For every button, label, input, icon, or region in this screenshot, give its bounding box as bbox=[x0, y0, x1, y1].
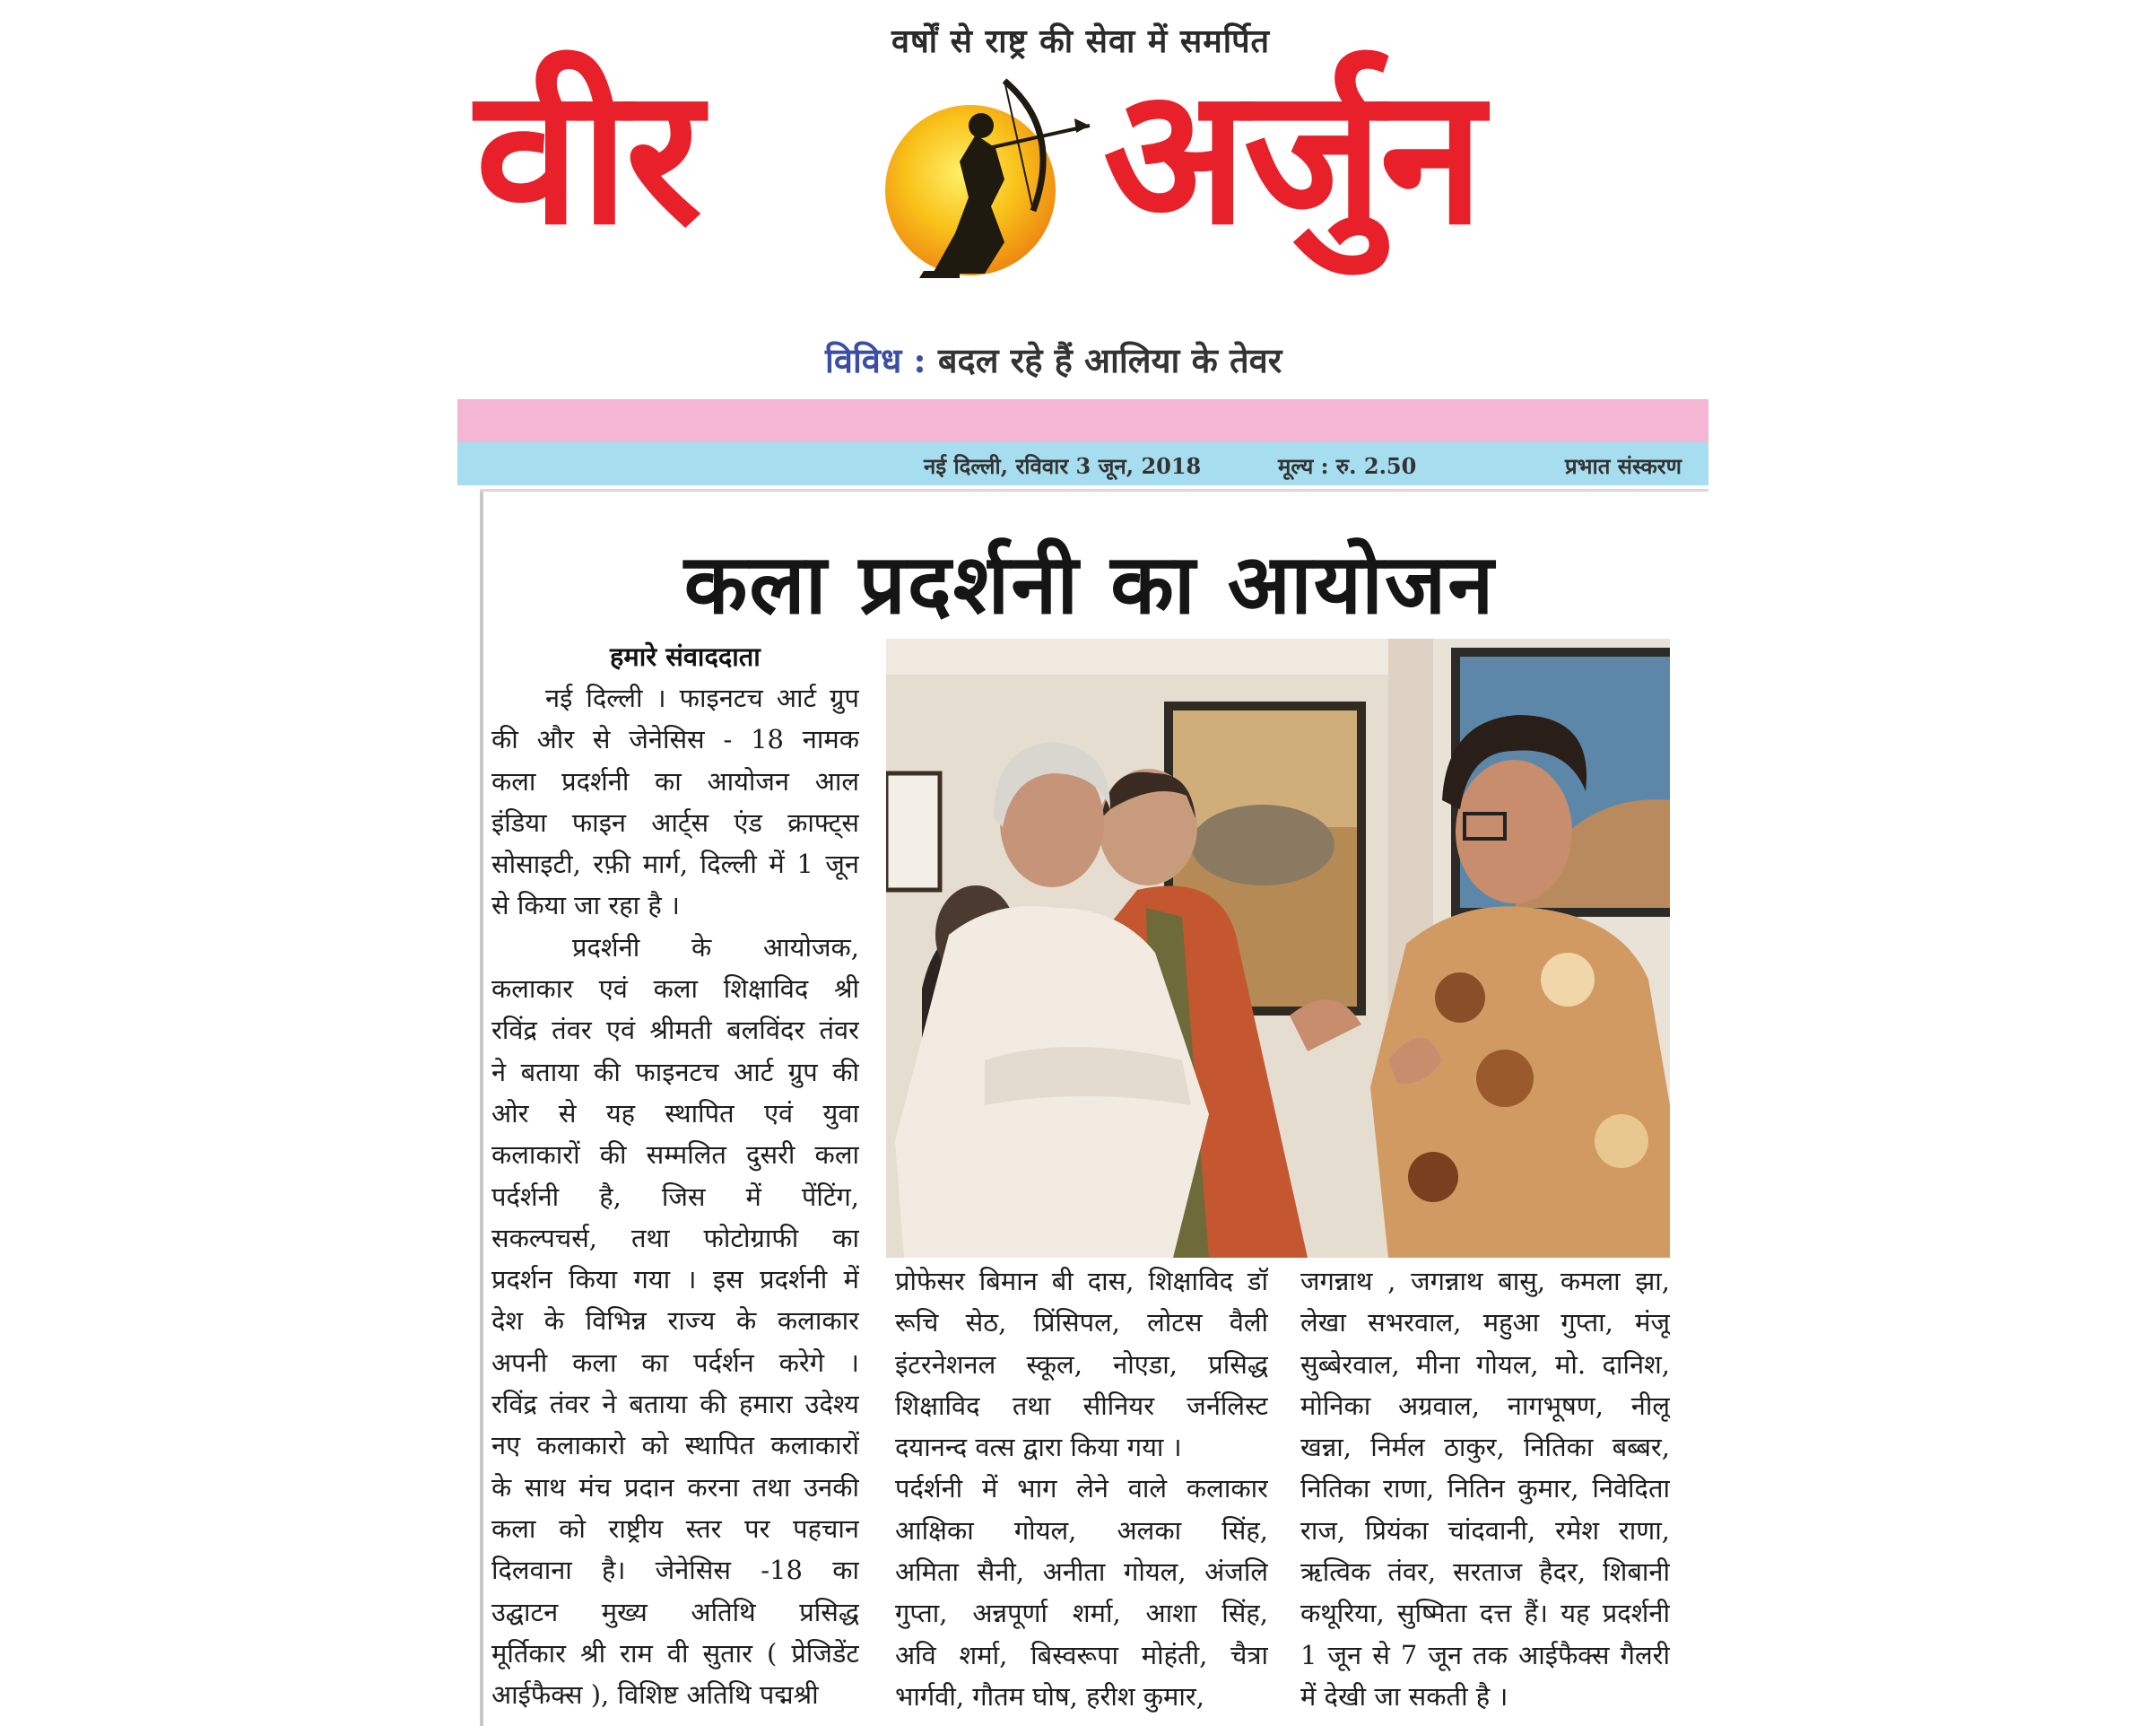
article-col2-line: दयानन्द वत्स द्वारा किया गया । bbox=[895, 1432, 1182, 1463]
article-col1-line: इंडिया फाइन आर्ट्स एंड क्राफ्ट्स bbox=[491, 806, 859, 838]
article-col1-line: मूर्तिकार श्री राम वी सुतार ( प्रेजिडेंट bbox=[491, 1637, 859, 1669]
article-col2-line: अवि शर्मा, बिस्वरूपा मोहंती, चैत्रा bbox=[895, 1639, 1268, 1670]
article-col1-line: ओर से यह स्थापित एवं युवा bbox=[491, 1097, 859, 1129]
article-col3-line: नितिका राणा, नितिन कुमार, निवेदिता bbox=[1300, 1473, 1670, 1504]
article-col2-line: इंटरनेशनल स्कूल, नोएडा, प्रसिद्ध bbox=[895, 1348, 1268, 1380]
article-col1-line: दिलवाना है। जेनेसिस -18 का bbox=[491, 1555, 859, 1586]
article-col1-line: आईफैक्स ), विशिष्ट अतिथि पद्मश्री bbox=[491, 1679, 819, 1711]
article-col1-line: देश के विभिन्न राज्य के कलाकार bbox=[491, 1305, 859, 1337]
article-col2-line: आक्षिका गोयल, अलका सिंह, bbox=[895, 1514, 1268, 1546]
masthead bbox=[457, 0, 1708, 395]
article-col2-line: भार्गवी, गौतम घोष, हरीश कुमार, bbox=[895, 1680, 1204, 1712]
masthead-pink-band bbox=[457, 399, 1708, 442]
article-col3-line: में देखी जा सकती है । bbox=[1300, 1680, 1508, 1712]
article-col1-line: कला प्रदर्शनी का आयोजन आल bbox=[491, 765, 859, 797]
article-col1-line: के साथ मंच प्रदान करना तथा उनकी bbox=[491, 1471, 859, 1503]
article-col2-line: अमिता सैनी, अनीता गोयल, अंजलि bbox=[895, 1556, 1268, 1588]
archer-sun-logo-icon bbox=[870, 63, 1094, 287]
article-col1-line: सकल्पचर्स, तथा फोटोग्राफी का bbox=[491, 1222, 859, 1253]
article-headline: कला प्रदर्शनी का आयोजन bbox=[683, 536, 1496, 632]
article-col1-line: ने बताया की फाइनटच आर्ट ग्रुप की bbox=[491, 1056, 859, 1087]
article-col1-line: सोसाइटी, रफ़ी मार्ग, दिल्ली में 1 जून bbox=[491, 849, 859, 880]
article-col1-line: कला को राष्ट्रीय स्तर पर पहचान bbox=[491, 1512, 859, 1544]
newspaper-name-left: वीर bbox=[475, 47, 700, 266]
article-col1-line: पर्दर्शनी है, जिस में पेंटिंग, bbox=[491, 1181, 859, 1212]
article-col2-line: शिक्षाविद तथा सीनियर जर्नलिस्ट bbox=[895, 1390, 1268, 1421]
dateline-price: मूल्य : रु. 2.50 bbox=[1278, 453, 1417, 479]
article-col1-line: कलाकार एवं कला शिक्षाविद श्री bbox=[491, 973, 859, 1005]
dateline-edition: प्रभात संस्करण bbox=[1565, 453, 1682, 479]
article-column-1 bbox=[491, 677, 859, 1715]
article-byline: हमारे संवाददाता bbox=[610, 641, 761, 672]
article-frame-left bbox=[480, 489, 483, 1726]
teaser-text: बदल रहे हैं आलिया के तेवर bbox=[937, 340, 1282, 380]
exhibition-photo bbox=[886, 639, 1670, 1258]
article-col1-line: उद्घाटन मुख्य अतिथि प्रसिद्ध bbox=[491, 1596, 859, 1627]
article-col1-line: की और से जेनेसिस - 18 नामक bbox=[491, 724, 859, 755]
article-col1-line: प्रदर्शन किया गया । इस प्रदर्शनी में bbox=[491, 1264, 859, 1295]
article-col1-line: प्रदर्शनी के आयोजक, bbox=[572, 931, 859, 963]
teaser-label: विविध : bbox=[825, 340, 926, 380]
article-col1-line: रविंद्र तंवर एवं श्रीमती बलविंदर तंवर bbox=[491, 1015, 859, 1046]
article-col3-line: मोनिका अग्रवाल, नागभूषण, नीलू bbox=[1300, 1390, 1670, 1421]
article-col1-line: नई दिल्ली । फाइनटच आर्ट ग्रुप bbox=[545, 683, 859, 713]
article-col3-line: लेखा सभरवाल, महुआ गुप्ता, मंजू bbox=[1300, 1307, 1670, 1338]
article-col1-line: से किया जा रहा है । bbox=[491, 890, 680, 921]
article-col2-line: रूचि सेठ, प्रिंसिपल, लोटस वैली bbox=[895, 1307, 1268, 1338]
article-col2-line: प्रोफेसर बिमान बी दास, शिक्षाविद डॉ bbox=[895, 1266, 1268, 1296]
article-column-2 bbox=[895, 1260, 1268, 1717]
article-col1-line: अपनी कला का पर्दर्शन करेगे । bbox=[491, 1347, 859, 1378]
article-col3-line: सुब्बेरवाल, मीना गोयल, मो. दानिश, bbox=[1300, 1348, 1670, 1380]
article-col3-line: खन्ना, निर्मल ठाकुर, नितिका बब्बर, bbox=[1300, 1432, 1670, 1463]
teaser bbox=[825, 336, 1282, 383]
article-col3-line: जगन्नाथ , जगन्नाथ बासु, कमला झा, bbox=[1300, 1266, 1670, 1296]
article-col1-line: कलाकारों की सम्मलित दुसरी कला bbox=[491, 1139, 859, 1171]
article-col3-line: 1 जून से 7 जून तक आईफैक्स गैलरी bbox=[1300, 1639, 1670, 1670]
article-frame-top bbox=[480, 489, 1708, 492]
article-col3-line: राज, प्रियंका चांदवानी, रमेश राणा, bbox=[1300, 1514, 1670, 1546]
dateline-place-date: नई दिल्ली, रविवार 3 जून, 2018 bbox=[924, 453, 1202, 479]
article-col3-line: कथूरिया, सुष्मिता दत्त हैं। यह प्रदर्शनी bbox=[1300, 1598, 1670, 1629]
article-col1-line: नए कलाकारो को स्थापित कलाकारों bbox=[491, 1430, 859, 1461]
article-column-3 bbox=[1300, 1260, 1670, 1717]
masthead-tagline: वर्षों से राष्ट्र की सेवा में समर्पित bbox=[891, 23, 1271, 60]
article-col1-line: रविंद्र तंवर ने बताया की हमारा उदेश्य bbox=[491, 1389, 859, 1420]
article-col2-line: गुप्ता, अन्नपूर्णा शर्मा, आशा सिंह, bbox=[895, 1598, 1268, 1629]
newspaper-name-right: अर्जुन bbox=[1103, 47, 1481, 266]
article-col2-line: पर्दर्शनी में भाग लेने वाले कलाकार bbox=[895, 1473, 1268, 1504]
article-col3-line: ऋत्विक तंवर, सरताज हैदर, शिबानी bbox=[1300, 1556, 1670, 1588]
